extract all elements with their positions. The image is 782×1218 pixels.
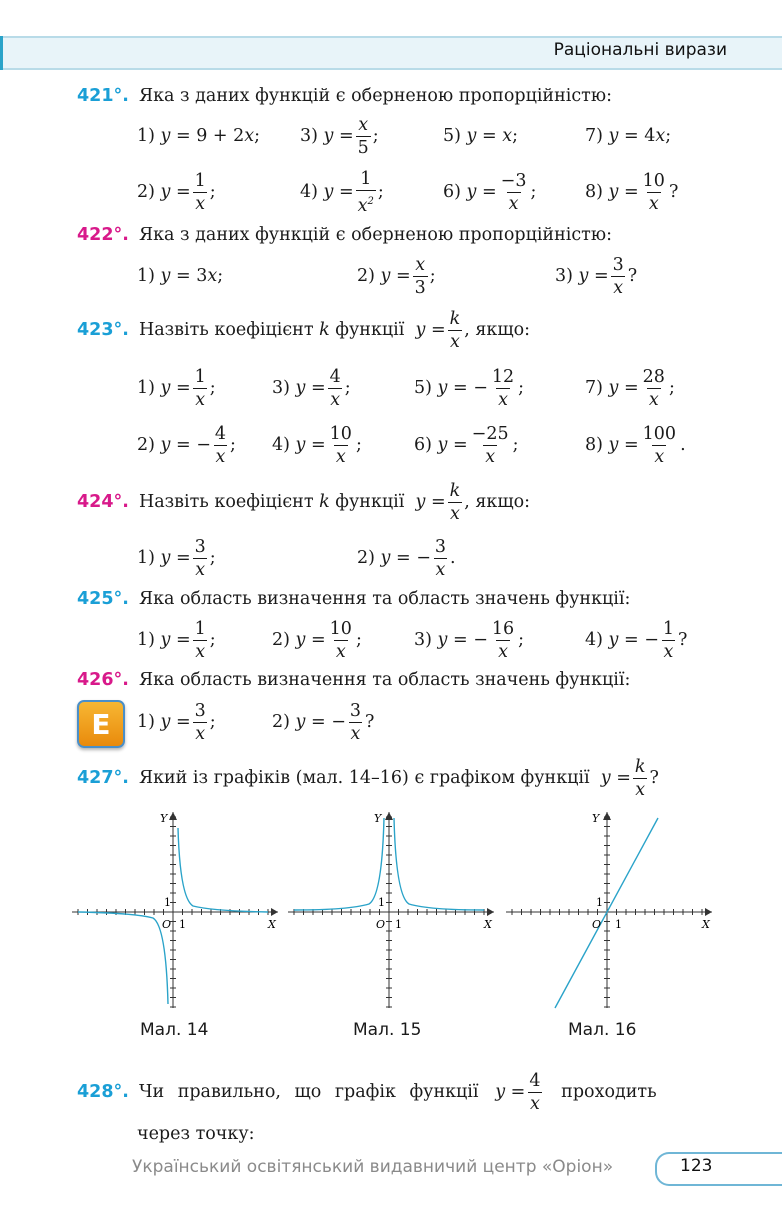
figure-16-caption: Мал. 16 — [568, 1020, 637, 1040]
x-axis-label: X — [268, 918, 276, 931]
hyperbola-branch-positive — [178, 828, 268, 912]
y-axis-label: Y — [374, 812, 382, 825]
curve-right-branch — [394, 818, 484, 910]
problem-text: Назвіть коефіцієнт — [138, 320, 314, 340]
problem-424-row-1 — [137, 528, 757, 588]
graph-figure-14 — [68, 808, 284, 1016]
problem-text: Назвіть коефіцієнт — [138, 492, 314, 512]
option: 5) y = x ; — [443, 126, 518, 146]
option: 6) y = $\frac{-3}{x}$ ; — [443, 170, 537, 214]
problem-423: 423°. Назвіть коефіцієнт k функції y = $\frac{k}{x}$ , якщо: — [77, 308, 531, 352]
x-arrow — [705, 908, 712, 916]
option: 8) y = $\frac{100}{x}$ . — [585, 423, 686, 467]
x-unit-label: 1 — [615, 918, 622, 931]
problem-text: Яка область визначення та область значень функції: — [138, 670, 631, 690]
option: 2) y = − $\frac{4}{x}$ ; — [137, 423, 236, 467]
option: 1) y = $\frac{3}{x}$ ; — [137, 700, 216, 744]
figure-14-caption: Мал. 14 — [140, 1020, 209, 1040]
problem-tail: ? — [649, 768, 659, 788]
problem-421-row-2 — [137, 162, 757, 222]
problem-text-c: , якщо: — [464, 492, 531, 512]
problem-428: 428°. Чи правильно, що графік функції y = $\frac{4}{x}$ проходить — [77, 1070, 657, 1114]
x-arrow — [487, 908, 494, 916]
problem-text-b: функції — [335, 492, 405, 512]
y-axis-label: Y — [592, 812, 600, 825]
option: 3) y = $\frac{x}{5}$ ; — [300, 114, 379, 158]
option: 4) y = $\frac{10}{x}$ ; — [272, 423, 362, 467]
y-unit-label: 1 — [378, 896, 385, 909]
option: 2) y = $\frac{1}{x}$ ; — [137, 170, 216, 214]
problem-421-row-1 — [137, 106, 757, 166]
problem-426 — [77, 670, 630, 690]
problem-text: Яка з даних функцій є оберненою пропорційністю: — [138, 86, 612, 106]
option: 1) y = 3 x ; — [137, 266, 224, 286]
x-axis-label: X — [702, 918, 710, 931]
option: 1) y = $\frac{3}{x}$ ; — [137, 536, 216, 580]
option: 2) y = − $\frac{3}{x}$ . — [357, 536, 456, 580]
x-arrow — [271, 908, 278, 916]
problem-423-row-2 — [137, 415, 757, 475]
publisher-footer: Український освітянський видавничий центр «Оріон» — [132, 1157, 614, 1177]
problem-421 — [77, 86, 612, 106]
problem-text: Який із графіків (мал. 14–16) є графіком функції — [138, 768, 590, 788]
option: 1) y = $\frac{1}{x}$ ; — [137, 618, 216, 662]
y-unit-label: 1 — [164, 896, 171, 909]
problem-number: 422°. — [77, 225, 129, 245]
origin-label: O — [592, 918, 602, 931]
problem-number: 423°. — [77, 320, 129, 340]
page-number-box — [655, 1152, 782, 1186]
problem-text-c: , якщо: — [464, 320, 531, 340]
option: 2) y = $\frac{10}{x}$ ; — [272, 618, 362, 662]
option: 5) y = − $\frac{12}{x}$ ; — [414, 366, 525, 410]
option: 7) y = $\frac{28}{x}$ ; — [585, 366, 675, 410]
problem-text-b: проходить — [561, 1082, 657, 1102]
x-unit-label: 1 — [179, 918, 186, 931]
problem-422-row-1 — [137, 246, 757, 306]
graph-figure-16 — [502, 808, 718, 1016]
problem-422 — [77, 225, 612, 245]
problem-425-row-1 — [137, 610, 757, 670]
y-arrow — [385, 812, 393, 820]
problem-427: 427°. Який із графіків (мал. 14–16) є графіком функції y = $\frac{k}{x}$ ? — [77, 756, 659, 800]
option: 4) y = − $\frac{1}{x}$ ? — [585, 618, 688, 662]
option: 1) y = $\frac{1}{x}$ ; — [137, 366, 216, 410]
figure-15-caption: Мал. 15 — [353, 1020, 422, 1040]
x-axis-label: X — [484, 918, 492, 931]
problem-text-k: k — [319, 492, 330, 512]
option: 2) y = − $\frac{3}{x}$ ? — [272, 700, 375, 744]
level-e-badge: E — [77, 700, 125, 748]
problem-text: Яка з даних функцій є оберненою пропорційністю: — [138, 225, 612, 245]
problem-number: 424°. — [77, 492, 129, 512]
problem-428-line-2: через точку: — [137, 1124, 255, 1144]
problem-text-b: функції — [335, 320, 405, 340]
problem-426-row-1 — [137, 692, 757, 752]
option: 7) y = 4 x ; — [585, 126, 672, 146]
y-unit-label: 1 — [596, 896, 603, 909]
problem-text-k: k — [319, 320, 330, 340]
problem-425 — [77, 589, 630, 609]
x-unit-label: 1 — [395, 918, 402, 931]
problem-text: Яка область визначення та область значень функції: — [138, 589, 631, 609]
problem-number: 425°. — [77, 589, 129, 609]
option: 4) y = $\frac{1}{x^2}$ ; — [300, 168, 384, 216]
problem-number: 427°. — [77, 768, 129, 788]
section-title: Раціональні вирази — [553, 40, 727, 60]
option: 2) y = $\frac{x}{3}$ ; — [357, 254, 436, 298]
y-axis-label: Y — [160, 812, 168, 825]
option: 6) y = $\frac{-25}{x}$ ; — [414, 423, 519, 467]
option: 3) y = $\frac{3}{x}$ ? — [555, 254, 638, 298]
option: 1) y = 9 + 2 x ; — [137, 126, 261, 146]
problem-number: 421°. — [77, 86, 129, 106]
header-accent — [0, 36, 3, 70]
origin-label: O — [162, 918, 172, 931]
option: 3) y = − $\frac{16}{x}$ ; — [414, 618, 525, 662]
y-arrow — [169, 812, 177, 820]
y-arrow — [603, 812, 611, 820]
origin-label: O — [376, 918, 386, 931]
problem-424: 424°. Назвіть коефіцієнт k функції y = $\frac{k}{x}$ , якщо: — [77, 480, 531, 524]
page-number: 123 — [680, 1156, 713, 1176]
problem-number: 428°. — [77, 1082, 129, 1102]
problem-423-row-1 — [137, 358, 757, 418]
problem-text: Чи правильно, що графік функції — [138, 1082, 479, 1102]
curve-left-branch — [294, 818, 384, 910]
graph-figure-15 — [284, 808, 500, 1016]
problem-number: 426°. — [77, 670, 129, 690]
hyperbola-branch-negative — [78, 912, 168, 1004]
option: 8) y = $\frac{10}{x}$ ? — [585, 170, 679, 214]
option: 3) y = $\frac{4}{x}$ ; — [272, 366, 351, 410]
